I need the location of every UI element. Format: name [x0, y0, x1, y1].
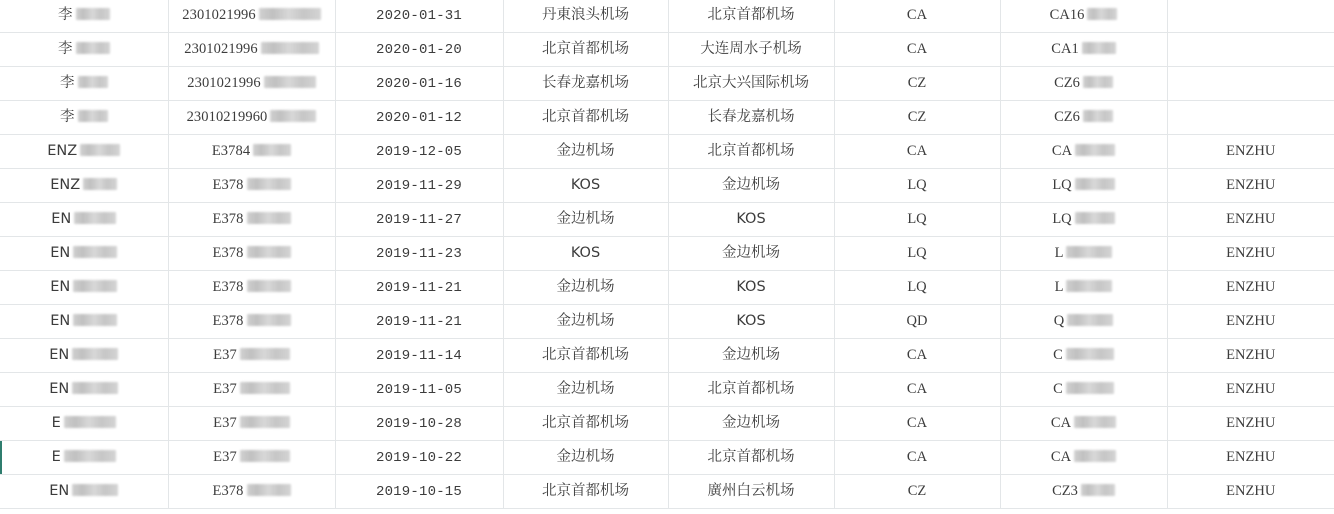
departure-airport-cell-text: 丹東浪头机场 — [542, 7, 629, 23]
arrival-airport-cell-text: 北京首都机场 — [707, 7, 795, 23]
redaction-block — [1087, 8, 1117, 20]
table-row[interactable] — [0, 237, 1334, 271]
arrival-airport-cell — [668, 373, 834, 407]
departure-airport-cell-text: 金边机场 — [556, 279, 615, 295]
airline-code-cell — [834, 339, 1000, 373]
redaction-block — [1066, 382, 1114, 394]
flight-date-cell — [335, 441, 503, 475]
arrival-airport-cell — [668, 0, 834, 33]
table-row[interactable] — [0, 407, 1334, 441]
id-number-cell — [168, 67, 335, 101]
passenger-name-cell — [0, 475, 168, 509]
agent-cell — [1167, 237, 1334, 271]
redaction-block — [259, 8, 321, 20]
passenger-name-cell-text: EN — [50, 313, 71, 329]
flight-date-cell-text: 2020-01-31 — [375, 8, 462, 24]
id-number-cell-text: E378 — [212, 211, 244, 227]
airline-code-cell — [834, 169, 1000, 203]
airline-code-cell-text: CA — [906, 415, 928, 431]
flight-number-cell-text: CA — [1051, 143, 1073, 159]
redaction-block — [1066, 348, 1114, 360]
airline-code-cell-text: CZ — [907, 483, 927, 499]
departure-airport-cell-text: 金边机场 — [556, 381, 615, 397]
departure-airport-cell — [503, 135, 668, 169]
passenger-name-cell — [0, 0, 168, 33]
flight-number-cell-text: C — [1053, 347, 1063, 363]
redaction-block — [76, 8, 110, 20]
id-number-cell-text: 2301021996 — [187, 75, 261, 91]
airline-code-cell-text: CA — [906, 381, 928, 397]
passenger-name-cell-text: 李 — [60, 75, 75, 91]
redaction-block — [72, 348, 118, 360]
id-number-cell — [168, 339, 335, 373]
agent-cell — [1167, 407, 1334, 441]
flight-date-cell — [335, 101, 503, 135]
table-row[interactable] — [0, 135, 1334, 169]
arrival-airport-cell-text: 长春龙嘉机场 — [707, 109, 795, 125]
flight-number-cell-text: LQ — [1052, 177, 1072, 193]
departure-airport-cell — [503, 373, 668, 407]
flight-date-cell-text: 2019-10-22 — [375, 450, 462, 466]
arrival-airport-cell-text: 金边机场 — [722, 245, 780, 261]
agent-cell-text: ENZHU — [1226, 143, 1276, 159]
flight-date-cell — [335, 169, 503, 203]
agent-cell — [1167, 169, 1334, 203]
airline-code-cell — [834, 135, 1000, 169]
flight-date-cell-text: 2020-01-20 — [375, 42, 462, 58]
passenger-name-cell-text: EN — [50, 245, 71, 261]
flight-number-cell-text: CA1 — [1051, 41, 1079, 57]
airline-code-cell-text: CA — [906, 7, 928, 23]
airline-code-cell — [834, 475, 1000, 509]
table-row[interactable] — [0, 373, 1334, 407]
airline-code-cell-text: LQ — [907, 279, 927, 295]
arrival-airport-cell — [668, 169, 834, 203]
flight-date-cell-text: 2019-10-15 — [375, 484, 462, 500]
passenger-name-cell — [0, 441, 168, 475]
redaction-block — [247, 314, 291, 326]
passenger-name-cell — [0, 271, 168, 305]
flight-date-cell — [335, 67, 503, 101]
arrival-airport-cell — [668, 33, 834, 67]
id-number-cell — [168, 407, 335, 441]
redaction-block — [253, 144, 291, 156]
departure-airport-cell — [503, 441, 668, 475]
passenger-name-cell — [0, 373, 168, 407]
flight-date-cell — [335, 271, 503, 305]
passenger-name-cell — [0, 135, 168, 169]
redaction-block — [1066, 280, 1112, 292]
redaction-block — [73, 246, 117, 258]
departure-airport-cell — [503, 203, 668, 237]
arrival-airport-cell-text: 北京首都机场 — [707, 143, 795, 159]
flight-number-cell-text: CA — [1050, 449, 1072, 465]
flight-number-cell — [1000, 101, 1167, 135]
airline-code-cell-text: CZ — [907, 75, 927, 91]
agent-cell-text: ENZHU — [1226, 381, 1276, 397]
arrival-airport-cell — [668, 203, 834, 237]
departure-airport-cell — [503, 237, 668, 271]
airline-code-cell — [834, 33, 1000, 67]
redaction-block — [1083, 76, 1113, 88]
id-number-cell — [168, 0, 335, 33]
arrival-airport-cell — [668, 135, 834, 169]
agent-cell — [1167, 33, 1334, 67]
arrival-airport-cell — [668, 339, 834, 373]
airline-code-cell — [834, 271, 1000, 305]
redaction-block — [247, 178, 291, 190]
redaction-block — [72, 382, 118, 394]
arrival-airport-cell — [668, 271, 834, 305]
passenger-name-cell — [0, 305, 168, 339]
flight-date-cell — [335, 305, 503, 339]
arrival-airport-cell-text: 金边机场 — [722, 177, 780, 193]
airline-code-cell — [834, 305, 1000, 339]
id-number-cell-text: E378 — [212, 279, 244, 295]
passenger-name-cell-text: EN — [49, 483, 70, 499]
passenger-name-cell-text: EN — [49, 381, 70, 397]
airline-code-cell-text: CA — [906, 449, 928, 465]
agent-cell — [1167, 135, 1334, 169]
departure-airport-cell — [503, 0, 668, 33]
table-row[interactable] — [0, 339, 1334, 373]
flight-date-cell — [335, 339, 503, 373]
flight-date-cell — [335, 135, 503, 169]
redaction-block — [240, 382, 290, 394]
flight-date-cell — [335, 0, 503, 33]
airline-code-cell-text: CZ — [907, 109, 927, 125]
flight-date-cell-text: 2019-11-21 — [375, 280, 462, 296]
departure-airport-cell-text: 长春龙嘉机场 — [542, 75, 629, 91]
arrival-airport-cell — [668, 101, 834, 135]
departure-airport-cell — [503, 33, 668, 67]
flight-number-cell-text: CZ6 — [1054, 75, 1080, 91]
redaction-block — [1083, 110, 1113, 122]
flight-date-cell-text: 2019-12-05 — [375, 144, 462, 160]
flight-number-cell — [1000, 373, 1167, 407]
passenger-name-cell-text: E — [51, 449, 61, 465]
airline-code-cell — [834, 441, 1000, 475]
airline-code-cell-text: LQ — [907, 177, 927, 193]
id-number-cell-text: 23010219960 — [186, 109, 268, 125]
arrival-airport-cell-text: 北京首都机场 — [707, 449, 795, 465]
arrival-airport-cell-text: KOS — [736, 313, 766, 329]
redaction-block — [261, 42, 319, 54]
table-row[interactable] — [0, 441, 1334, 475]
airline-code-cell-text: CA — [906, 143, 928, 159]
flight-number-cell — [1000, 203, 1167, 237]
passenger-name-cell — [0, 339, 168, 373]
flight-number-cell — [1000, 169, 1167, 203]
flight-number-cell-text: LQ — [1052, 211, 1072, 227]
flight-date-cell — [335, 373, 503, 407]
redaction-block — [1074, 416, 1116, 428]
flight-number-cell — [1000, 475, 1167, 509]
id-number-cell — [168, 135, 335, 169]
agent-cell — [1167, 101, 1334, 135]
departure-airport-cell — [503, 407, 668, 441]
redaction-block — [247, 280, 291, 292]
arrival-airport-cell-text: 北京首都机场 — [707, 381, 795, 397]
flight-number-cell-text: CA16 — [1049, 7, 1085, 23]
arrival-airport-cell-text: 廣州白云机场 — [707, 483, 795, 499]
id-number-cell-text: E37 — [213, 381, 237, 397]
table-row[interactable] — [0, 203, 1334, 237]
flight-date-cell-text: 2019-11-23 — [375, 246, 462, 262]
table-row[interactable] — [0, 169, 1334, 203]
id-number-cell-text: E378 — [212, 313, 244, 329]
departure-airport-cell-text: 北京首都机场 — [542, 347, 629, 363]
redaction-block — [78, 110, 108, 122]
table-row[interactable] — [0, 33, 1334, 67]
flight-number-cell — [1000, 0, 1167, 33]
redaction-block — [240, 450, 290, 462]
flight-date-cell — [335, 475, 503, 509]
flight-date-cell-text: 2020-01-16 — [375, 76, 462, 92]
redaction-block — [247, 212, 291, 224]
agent-cell — [1167, 305, 1334, 339]
redaction-block — [1074, 450, 1116, 462]
id-number-cell-text: E37 — [213, 347, 237, 363]
departure-airport-cell — [503, 169, 668, 203]
flight-number-cell-text: CZ3 — [1052, 483, 1078, 499]
id-number-cell-text: E378 — [212, 245, 244, 261]
id-number-cell — [168, 305, 335, 339]
arrival-airport-cell — [668, 441, 834, 475]
redaction-block — [76, 42, 110, 54]
agent-cell-text: ENZHU — [1226, 313, 1276, 329]
redaction-block — [1082, 42, 1116, 54]
agent-cell-text: ENZHU — [1226, 279, 1276, 295]
id-number-cell-text: 2301021996 — [182, 7, 256, 23]
id-number-cell — [168, 33, 335, 67]
passenger-name-cell-text: 李 — [60, 109, 75, 125]
agent-cell-text: ENZHU — [1226, 245, 1276, 261]
arrival-airport-cell-text: 大连周水子机场 — [700, 41, 802, 57]
redaction-block — [1066, 246, 1112, 258]
passenger-name-cell — [0, 237, 168, 271]
agent-cell-text: ENZHU — [1226, 211, 1276, 227]
passenger-name-cell — [0, 67, 168, 101]
redaction-block — [240, 416, 290, 428]
flight-number-cell — [1000, 305, 1167, 339]
agent-cell — [1167, 67, 1334, 101]
arrival-airport-cell-text: 金边机场 — [722, 347, 780, 363]
airline-code-cell — [834, 373, 1000, 407]
departure-airport-cell-text: 北京首都机场 — [542, 483, 629, 499]
passenger-name-cell — [0, 203, 168, 237]
redaction-block — [1075, 144, 1115, 156]
redaction-block — [74, 212, 116, 224]
redaction-block — [72, 484, 118, 496]
redaction-block — [270, 110, 316, 122]
agent-cell-text: ENZHU — [1226, 347, 1276, 363]
redaction-block — [73, 314, 117, 326]
flight-number-cell-text: CA — [1050, 415, 1072, 431]
airline-code-cell-text: LQ — [907, 211, 927, 227]
departure-airport-cell — [503, 305, 668, 339]
departure-airport-cell — [503, 475, 668, 509]
departure-airport-cell-text: 北京首都机场 — [542, 415, 629, 431]
passenger-name-cell-text: 李 — [58, 7, 73, 23]
flight-number-cell-text: L — [1054, 245, 1064, 261]
table-row[interactable] — [0, 101, 1334, 135]
table-row[interactable] — [0, 271, 1334, 305]
id-number-cell — [168, 271, 335, 305]
departure-airport-cell-text: KOS — [570, 177, 601, 193]
agent-cell-text: ENZHU — [1226, 415, 1276, 431]
id-number-cell — [168, 475, 335, 509]
departure-airport-cell-text: 金边机场 — [556, 211, 615, 227]
flight-date-cell — [335, 237, 503, 271]
flight-date-cell-text: 2019-11-14 — [375, 348, 462, 364]
agent-cell-text: ENZHU — [1226, 449, 1276, 465]
passenger-name-cell-text: ENZ — [47, 143, 78, 159]
flight-number-cell — [1000, 237, 1167, 271]
flight-number-cell — [1000, 407, 1167, 441]
redaction-block — [78, 76, 108, 88]
flight-date-cell — [335, 203, 503, 237]
flight-number-cell-text: L — [1054, 279, 1064, 295]
flight-date-cell-text: 2019-11-05 — [375, 382, 462, 398]
arrival-airport-cell-text: KOS — [736, 279, 766, 295]
airline-code-cell-text: QD — [906, 313, 928, 329]
redaction-block — [1067, 314, 1113, 326]
agent-cell-text: ENZHU — [1226, 483, 1276, 499]
id-number-cell-text: 2301021996 — [184, 41, 258, 57]
departure-airport-cell-text: 金边机场 — [556, 449, 615, 465]
id-number-cell-text: E37 — [213, 415, 237, 431]
passenger-name-cell-text: EN — [51, 211, 72, 227]
departure-airport-cell-text: 北京首都机场 — [542, 109, 629, 125]
agent-cell-text: ENZHU — [1226, 177, 1276, 193]
departure-airport-cell-text: 金边机场 — [556, 313, 615, 329]
agent-cell — [1167, 339, 1334, 373]
flight-number-cell — [1000, 33, 1167, 67]
flight-date-cell-text: 2019-11-27 — [375, 212, 462, 228]
flight-number-cell-text: Q — [1053, 313, 1065, 329]
passenger-name-cell — [0, 407, 168, 441]
arrival-airport-cell — [668, 237, 834, 271]
id-number-cell-text: E3784 — [211, 143, 251, 159]
agent-cell — [1167, 203, 1334, 237]
passenger-name-cell-text: EN — [50, 279, 71, 295]
id-number-cell — [168, 373, 335, 407]
flight-date-cell-text: 2019-11-21 — [375, 314, 462, 330]
id-number-cell — [168, 101, 335, 135]
passenger-name-cell-text: 李 — [58, 41, 73, 57]
airline-code-cell — [834, 203, 1000, 237]
arrival-airport-cell-text: 金边机场 — [722, 415, 780, 431]
airline-code-cell — [834, 0, 1000, 33]
redaction-block — [80, 144, 120, 156]
agent-cell — [1167, 475, 1334, 509]
flight-date-cell — [335, 33, 503, 67]
departure-airport-cell — [503, 67, 668, 101]
id-number-cell — [168, 237, 335, 271]
redaction-block — [247, 484, 291, 496]
arrival-airport-cell — [668, 305, 834, 339]
departure-airport-cell — [503, 339, 668, 373]
agent-cell — [1167, 0, 1334, 33]
flight-number-cell — [1000, 441, 1167, 475]
departure-airport-cell-text: KOS — [570, 245, 601, 261]
airline-code-cell-text: CA — [906, 347, 928, 363]
departure-airport-cell — [503, 271, 668, 305]
airline-code-cell-text: CA — [906, 41, 928, 57]
table-row[interactable] — [0, 475, 1334, 509]
id-number-cell-text: E378 — [212, 483, 244, 499]
redaction-block — [73, 280, 117, 292]
id-number-cell-text: E378 — [212, 177, 244, 193]
airline-code-cell — [834, 237, 1000, 271]
redaction-block — [264, 76, 316, 88]
agent-cell — [1167, 271, 1334, 305]
flight-number-cell — [1000, 67, 1167, 101]
redaction-block — [64, 416, 116, 428]
table-row[interactable] — [0, 0, 1334, 33]
departure-airport-cell — [503, 101, 668, 135]
airline-code-cell — [834, 101, 1000, 135]
redaction-block — [240, 348, 290, 360]
id-number-cell-text: E37 — [213, 449, 237, 465]
passenger-name-cell — [0, 33, 168, 67]
flight-date-cell — [335, 407, 503, 441]
redaction-block — [247, 246, 291, 258]
arrival-airport-cell-text: 北京大兴国际机场 — [693, 75, 809, 91]
arrival-airport-cell — [668, 475, 834, 509]
agent-cell — [1167, 373, 1334, 407]
passenger-name-cell-text: ENZ — [50, 177, 81, 193]
arrival-airport-cell-text: KOS — [736, 211, 766, 227]
redaction-block — [1081, 484, 1115, 496]
departure-airport-cell-text: 北京首都机场 — [542, 41, 629, 57]
redaction-block — [64, 450, 116, 462]
airline-code-cell — [834, 407, 1000, 441]
flight-number-cell — [1000, 271, 1167, 305]
departure-airport-cell-text: 金边机场 — [556, 143, 615, 159]
table-row[interactable] — [0, 67, 1334, 101]
redaction-block — [1075, 212, 1115, 224]
arrival-airport-cell — [668, 407, 834, 441]
flight-date-cell-text: 2019-10-28 — [375, 416, 462, 432]
flight-number-cell — [1000, 339, 1167, 373]
flight-number-cell-text: CZ6 — [1054, 109, 1080, 125]
flight-date-cell-text: 2019-11-29 — [375, 178, 462, 194]
airline-code-cell — [834, 67, 1000, 101]
table-row[interactable] — [0, 305, 1334, 339]
passenger-name-cell-text: E — [51, 415, 61, 431]
agent-cell — [1167, 441, 1334, 475]
airline-code-cell-text: LQ — [907, 245, 927, 261]
passenger-name-cell-text: EN — [49, 347, 70, 363]
id-number-cell — [168, 169, 335, 203]
passenger-name-cell — [0, 101, 168, 135]
id-number-cell — [168, 441, 335, 475]
flight-number-cell-text: C — [1053, 381, 1063, 397]
arrival-airport-cell — [668, 67, 834, 101]
flight-date-cell-text: 2020-01-12 — [375, 110, 462, 126]
flight-number-cell — [1000, 135, 1167, 169]
redaction-block — [1075, 178, 1115, 190]
redaction-block — [83, 178, 117, 190]
passenger-name-cell — [0, 169, 168, 203]
id-number-cell — [168, 203, 335, 237]
